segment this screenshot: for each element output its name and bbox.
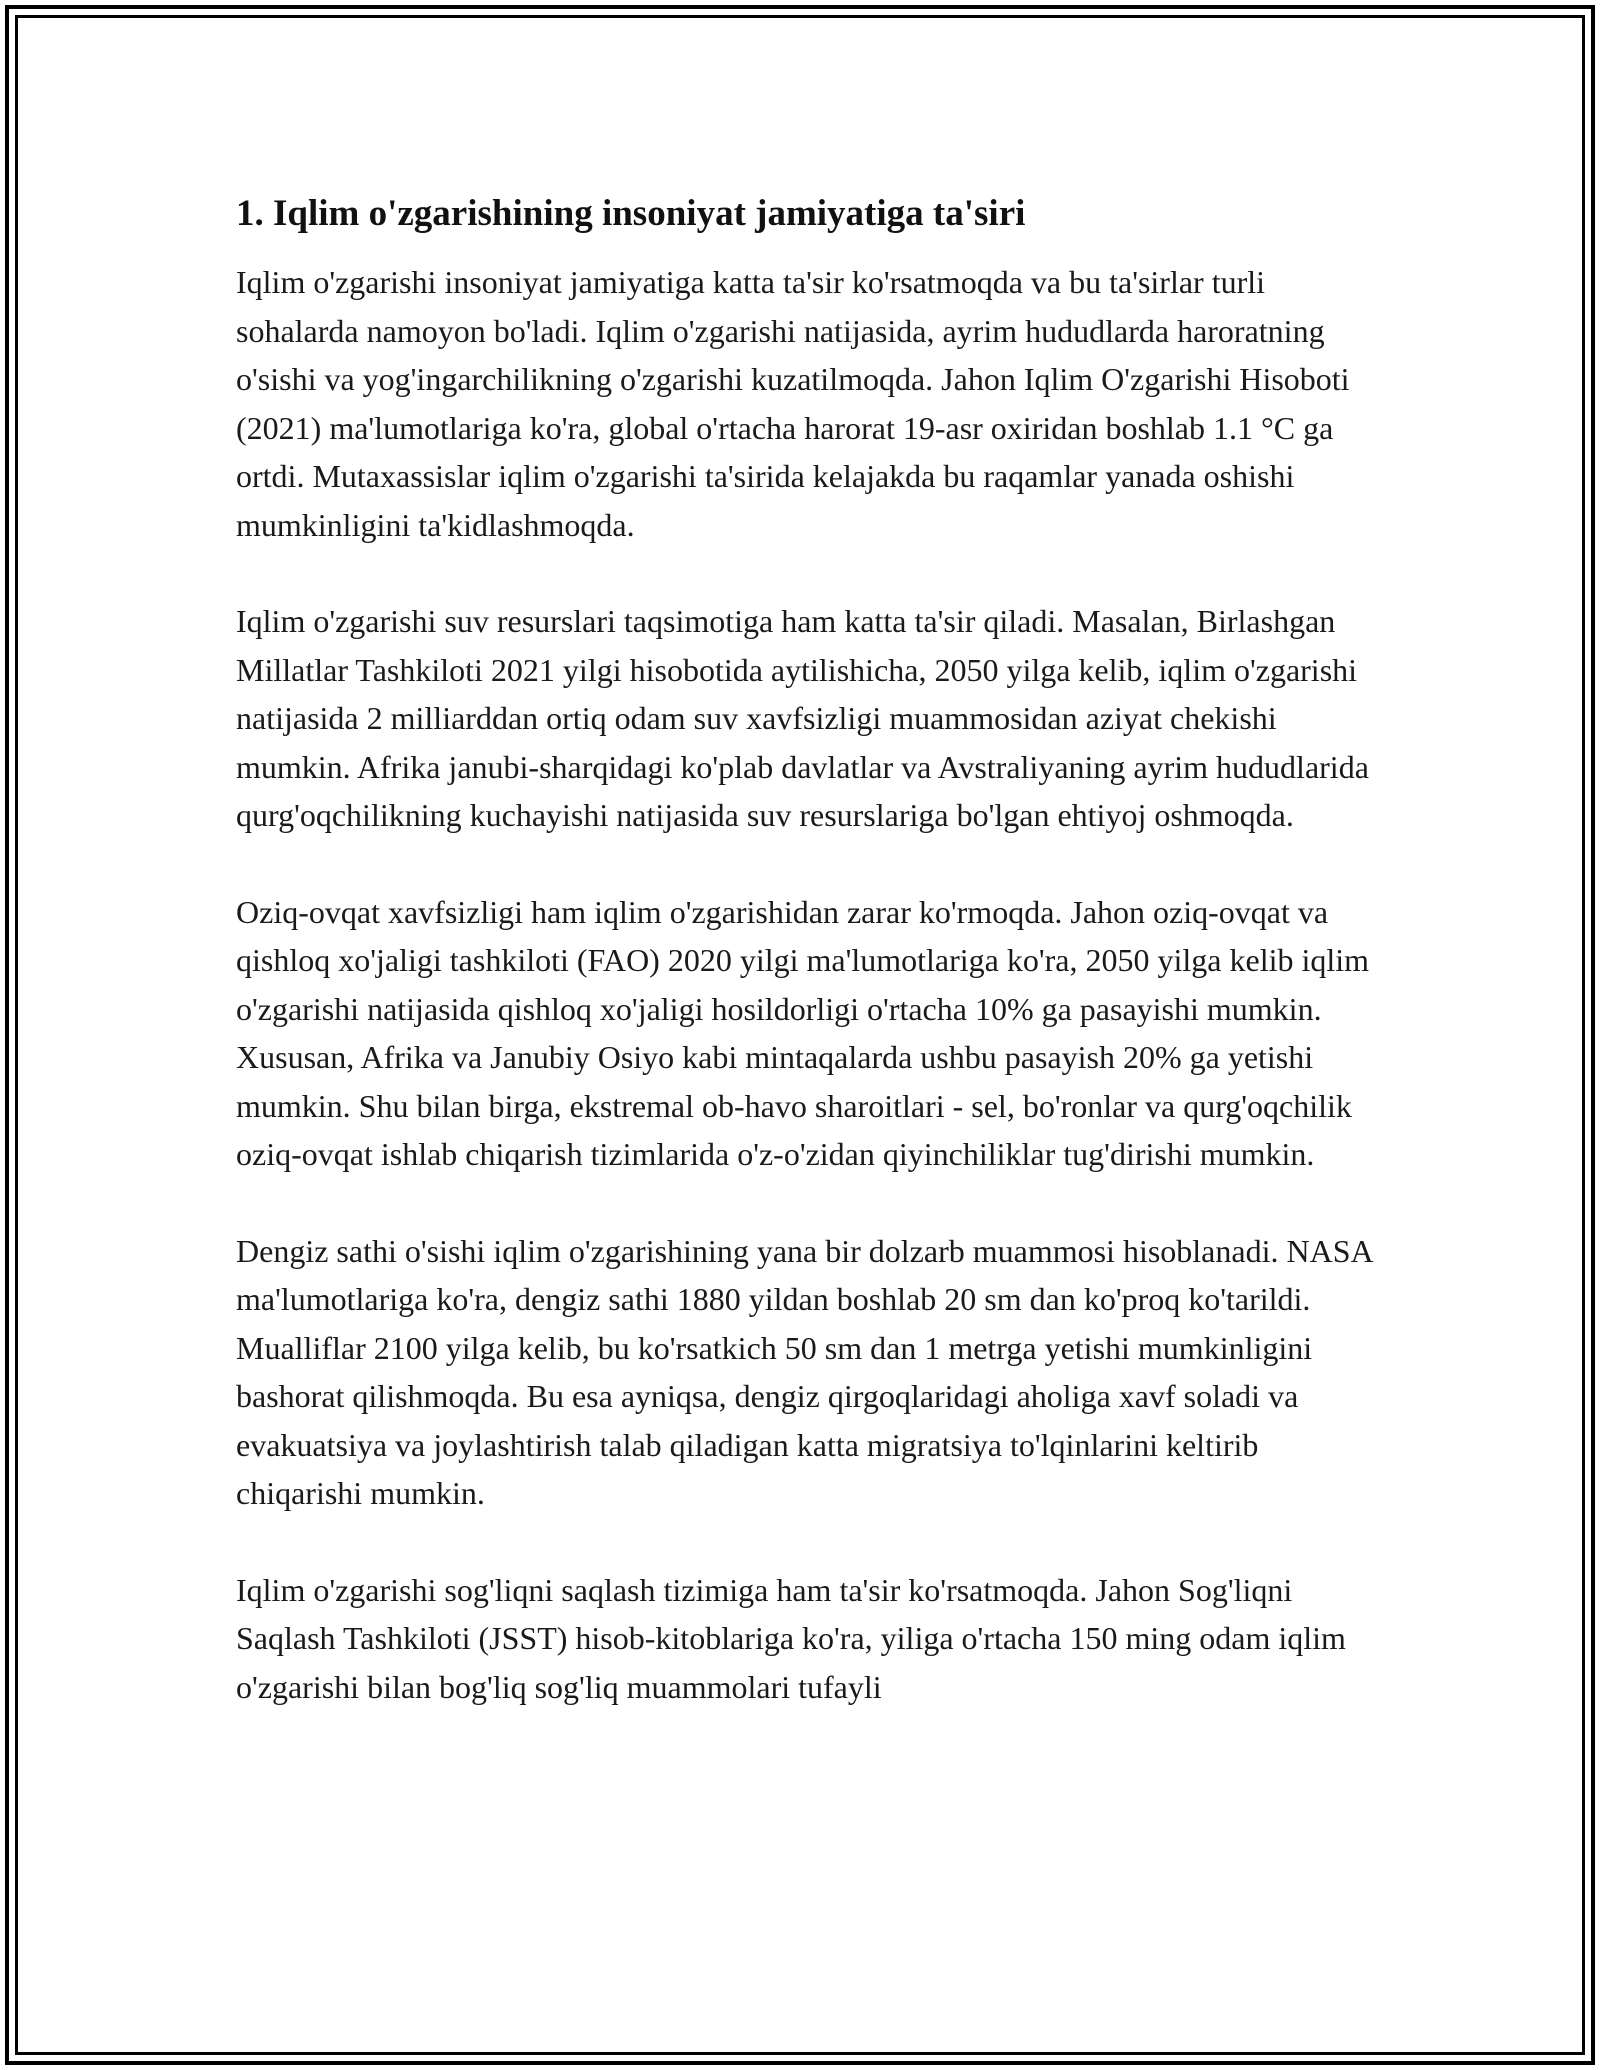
paragraph-health: Iqlim o'zgarishi sog'liqni saqlash tizimiga ham ta'sir ko'rsatmoqda. Jahon Sog'liqni Saqlash Tashkiloti (JSST) hisob-kitoblariga ko'ra, yiliga o'rtacha 150 ming odam iqlim o'zgarishi bilan bog'liq sog'liq muammolari tufayli	[236, 1571, 1346, 1705]
paragraph-sea-level: Dengiz sathi o'sishi iqlim o'zgarishining yana bir dolzarb muammosi hisoblanadi. NASA ma'lumotlariga ko'ra, dengiz sathi 1880 yildan boshlab 20 sm dan ko'proq ko'tarildi. Mualliflar 2100 yilga kelib, bu ko'rsatkich 50 sm dan 1 metrga yetishi mumkinligini bashorat qilishmoqda. Bu esa ayniqsa, dengiz qirgoqlaridagi aholiga xavf soladi va evakuatsiya va joylashtirish talab qiladigan katta migratsiya to'lqinlarini keltirib chiqarishi mumkin.	[236, 1232, 1372, 1511]
document-body	[236, 188, 1386, 1711]
paragraph-food-security: Oziq-ovqat xavfsizligi ham iqlim o'zgarishidan zarar ko'rmoqda. Jahon oziq-ovqat va qishloq xo'jaligi tashkiloti (FAO) 2020 yilgi ma'lumotlariga ko'ra, 2050 yilga kelib iqlim o'zgarishi natijasida qishloq xo'jaligi hosildorligi o'rtacha 10% ga pasayishi mumkin. Xususan, Afrika va Janubiy Osiyo kabi mintaqalarda ushbu pasayish 20% ga yetishi mumkin. Shu bilan birga, ekstremal ob-havo sharoitlari - sel, bo'ronlar va qurg'oqchilik oziq-ovqat ishlab chiqarish tizimlarida o'z-o'zidan qiyinchiliklar tug'dirishi mumkin.	[236, 893, 1370, 1172]
section-heading: 1. Iqlim o'zgarishining insoniyat jamiyatiga ta'siri	[236, 193, 1026, 234]
paragraph-temperature: Iqlim o'zgarishi insoniyat jamiyatiga katta ta'sir ko'rsatmoqda va bu ta'sirlar turli sohalarda namoyon bo'ladi. Iqlim o'zgarishi natijasida, ayrim hududlarda haroratning o'sishi va yog'ingarchilikning o'zgarishi kuzatilmoqda. Jahon Iqlim O'zgarishi Hisoboti (2021) ma'lumotlariga ko'ra, global o'rtacha harorat 19-asr oxiridan boshlab 1.1 °C ga ortdi. Mutaxassislar iqlim o'zgarishi ta'sirida kelajakda bu raqamlar yanada oshishi mumkinligini ta'kidlashmoqda.	[236, 264, 1350, 543]
paragraph-water-resources: Iqlim o'zgarishi suv resurslari taqsimotiga ham katta ta'sir qiladi. Masalan, Birlashgan Millatlar Tashkiloti 2021 yilgi hisobotida aytilishicha, 2050 yilga kelib, iqlim o'zgarishi natijasida 2 milliarddan ortiq odam suv xavfsizligi muammosidan aziyat chekishi mumkin. Afrika janubi-sharqidagi ko'plab davlatlar va Avstraliyaning ayrim hududlarida qurg'oqchilikning kuchayishi natijasida suv resurslariga bo'lgan ehtiyoj oshmoqda.	[236, 603, 1369, 833]
